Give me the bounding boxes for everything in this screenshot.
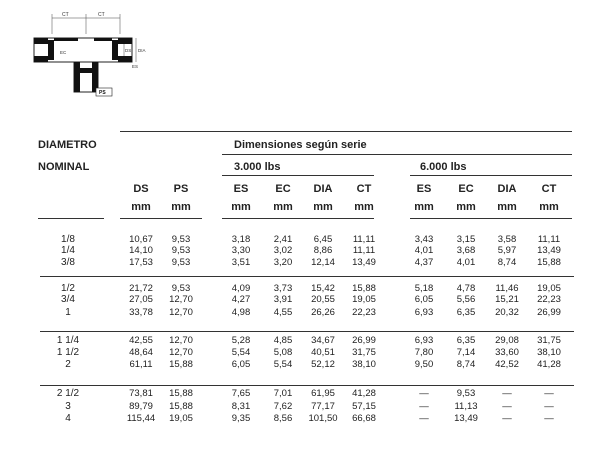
table-cell: 11,46 (495, 283, 519, 294)
table-cell: 15,88 (169, 359, 193, 370)
table-cell: 4,85 (273, 335, 293, 346)
column-label: EC (458, 183, 474, 195)
table-cell: — (544, 413, 554, 424)
table-cell: 52,12 (311, 359, 335, 370)
table-cell: 7,14 (456, 347, 476, 358)
ds-label: DS (125, 48, 132, 53)
table-cell: 4,37 (414, 257, 434, 268)
table-cell: 61,11 (129, 359, 153, 370)
table-cell: 15,88 (169, 401, 193, 412)
column-unit: mm (539, 201, 559, 213)
table-cell: 41,28 (537, 359, 561, 370)
table-cell: 5,28 (231, 335, 251, 346)
table-cell: 3,73 (273, 283, 293, 294)
column-unit: mm (171, 201, 191, 213)
table-cell: 29,08 (495, 335, 519, 346)
table-cell: 3,68 (456, 245, 476, 256)
table-cell: 9,53 (171, 234, 191, 245)
table-cell: 11,11 (352, 245, 376, 256)
table-cell: 5,54 (273, 359, 293, 370)
table-cell: 12,70 (169, 335, 193, 346)
group-separator (40, 331, 574, 332)
table-cell: 4,98 (231, 307, 251, 318)
ct-left-label: CT (62, 12, 69, 18)
table-cell: 6,45 (313, 234, 333, 245)
table-cell: 19,05 (537, 283, 561, 294)
table-cell: — (502, 401, 512, 412)
column-label: CT (541, 183, 557, 195)
series-6000-title: 6.000 lbs (420, 161, 467, 173)
table-cell: 5,18 (414, 283, 434, 294)
table-cell: 4,27 (231, 294, 251, 305)
group-separator (40, 385, 574, 386)
table-cell: — (419, 388, 429, 399)
table-cell: 15,88 (169, 388, 193, 399)
dia-label: DIA (138, 48, 146, 53)
table-cell: 40,51 (311, 347, 335, 358)
table-cell: 33,60 (495, 347, 519, 358)
table-cell: 6,05 (414, 294, 434, 305)
table-cell: 9,53 (456, 388, 476, 399)
table-cell: 6,05 (231, 359, 251, 370)
series-6000-col-rule (410, 218, 572, 219)
table-cell: 8,74 (497, 257, 517, 268)
table-cell: 22,23 (352, 307, 376, 318)
table-cell: 3,02 (273, 245, 293, 256)
table-cell: 14,10 (129, 245, 153, 256)
column-unit: mm (456, 201, 476, 213)
nominal-cell: 2 (65, 359, 71, 370)
table-cell: 3,91 (273, 294, 293, 305)
table-cell: 10,67 (129, 234, 153, 245)
table-cell: 41,28 (352, 388, 376, 399)
nominal-cell: 1/8 (61, 234, 75, 245)
table-cell: 7,80 (414, 347, 434, 358)
table-cell: 20,55 (311, 294, 335, 305)
column-label: DS (133, 183, 149, 195)
table-cell: 3,20 (273, 257, 293, 268)
column-label: EC (275, 183, 291, 195)
ds-ps-col-rule (120, 218, 202, 219)
table-cell: 13,49 (454, 413, 478, 424)
nominal-cell: 2 1/2 (56, 388, 80, 399)
table-cell: 8,86 (313, 245, 333, 256)
group-rule (222, 154, 572, 155)
table-cell: 8,31 (231, 401, 251, 412)
table-cell: 7,01 (273, 388, 293, 399)
column-label: ES (416, 183, 432, 195)
table-cell: 26,99 (352, 335, 376, 346)
table-cell: 20,32 (495, 307, 519, 318)
column-unit: mm (354, 201, 374, 213)
table-cell: 3,30 (231, 245, 251, 256)
table-cell: 8,74 (456, 359, 476, 370)
table-cell: 73,81 (129, 388, 153, 399)
column-label: DIA (497, 183, 517, 195)
table-cell: — (544, 388, 554, 399)
table-cell: 6,93 (414, 335, 434, 346)
table-cell: 4,01 (414, 245, 434, 256)
column-label: ES (233, 183, 249, 195)
table-cell: 7,62 (273, 401, 293, 412)
table-cell: — (419, 401, 429, 412)
table-cell: 61,95 (311, 388, 335, 399)
table-cell: 4,09 (231, 283, 251, 294)
es-label: ES (132, 64, 139, 69)
table-cell: 33,78 (129, 307, 153, 318)
table-cell: 15,88 (537, 257, 561, 268)
column-label: CT (356, 183, 372, 195)
table-cell: 3,51 (231, 257, 251, 268)
nominal-cell: 1 1/4 (56, 335, 80, 346)
table-cell: 3,43 (414, 234, 434, 245)
nominal-cell: 3/4 (61, 294, 75, 305)
table-cell: 13,49 (537, 245, 561, 256)
table-cell: 11,11 (537, 234, 561, 245)
table-cell: 12,70 (169, 347, 193, 358)
column-unit: mm (273, 201, 293, 213)
table-cell: 4,55 (273, 307, 293, 318)
column-unit: mm (313, 201, 333, 213)
table-cell: 26,99 (537, 307, 561, 318)
nominal-cell: 3/8 (61, 257, 75, 268)
table-cell: 101,50 (308, 413, 338, 424)
table-cell: 34,67 (311, 335, 335, 346)
table-cell: 3,18 (231, 234, 251, 245)
column-unit: mm (414, 201, 434, 213)
column-label: DIA (313, 183, 333, 195)
column-label: PS (173, 183, 189, 195)
table-cell: 4,78 (456, 283, 476, 294)
nominal-col-rule (38, 218, 104, 219)
table-cell: 22,23 (537, 294, 561, 305)
group-title: Dimensiones según serie (234, 139, 367, 151)
table-cell: 77,17 (311, 401, 335, 412)
nominal-cell: 1 1/2 (56, 347, 80, 358)
table-cell: 42,52 (495, 359, 519, 370)
table-cell: — (419, 413, 429, 424)
table-cell: 12,70 (169, 294, 193, 305)
table-cell: 11,13 (454, 401, 478, 412)
table-cell: 5,97 (497, 245, 517, 256)
table-cell: 15,21 (495, 294, 519, 305)
table-cell: 9,50 (414, 359, 434, 370)
table-cell: 6,35 (456, 335, 476, 346)
top-rule (120, 131, 572, 132)
table-cell: 31,75 (537, 335, 561, 346)
table-cell: 9,53 (171, 245, 191, 256)
table-cell: 9,53 (171, 283, 191, 294)
table-cell: 19,05 (352, 294, 376, 305)
table-cell: 7,65 (231, 388, 251, 399)
tee-fitting-diagram (20, 8, 146, 100)
ec-label: EC (60, 50, 67, 55)
table-cell: 26,26 (311, 307, 335, 318)
nominal-heading: NOMINAL (38, 161, 90, 173)
table-cell: 115,44 (126, 413, 156, 424)
table-cell: 11,11 (352, 234, 376, 245)
table-cell: 9,35 (231, 413, 251, 424)
nominal-cell: 4 (65, 413, 71, 424)
table-cell: 38,10 (537, 347, 561, 358)
table-cell: 31,75 (352, 347, 376, 358)
table-cell: 12,14 (311, 257, 335, 268)
table-cell: 12,70 (169, 307, 193, 318)
series-3000-rule (222, 175, 374, 176)
table-cell: 15,88 (352, 283, 376, 294)
series-3000-col-rule (222, 218, 374, 219)
table-cell: 48,64 (129, 347, 153, 358)
table-cell: 57,15 (352, 401, 376, 412)
ct-right-label: CT (98, 12, 105, 18)
table-cell: 13,49 (352, 257, 376, 268)
nominal-cell: 1/2 (61, 283, 75, 294)
column-unit: mm (497, 201, 517, 213)
table-cell: 2,41 (273, 234, 293, 245)
table-cell: 19,05 (169, 413, 193, 424)
table-cell: 89,79 (129, 401, 153, 412)
table-cell: — (544, 401, 554, 412)
table-cell: 15,42 (311, 283, 335, 294)
table-cell: 66,68 (352, 413, 376, 424)
table-cell: 8,56 (273, 413, 293, 424)
table-cell: 27,05 (129, 294, 153, 305)
ps-label: PS (99, 90, 106, 96)
column-unit: mm (131, 201, 151, 213)
diametro-heading: DIAMETRO (38, 139, 97, 151)
table-cell: 9,53 (171, 257, 191, 268)
nominal-cell: 1/4 (61, 245, 75, 256)
table-cell: 17,53 (129, 257, 153, 268)
table-cell: 3,58 (497, 234, 517, 245)
nominal-cell: 1 (65, 307, 71, 318)
table-cell: 38,10 (352, 359, 376, 370)
table-cell: — (502, 413, 512, 424)
table-cell: 5,54 (231, 347, 251, 358)
table-cell: 3,15 (456, 234, 476, 245)
table-cell: 42,55 (129, 335, 153, 346)
group-separator (40, 276, 574, 277)
nominal-cell: 3 (65, 401, 71, 412)
table-cell: 21,72 (129, 283, 153, 294)
table-cell: 4,01 (456, 257, 476, 268)
table-cell: 5,08 (273, 347, 293, 358)
column-unit: mm (231, 201, 251, 213)
series-6000-rule (410, 175, 572, 176)
table-cell: 6,35 (456, 307, 476, 318)
table-cell: 6,93 (414, 307, 434, 318)
series-3000-title: 3.000 lbs (234, 161, 281, 173)
table-cell: — (502, 388, 512, 399)
table-cell: 5,56 (456, 294, 476, 305)
